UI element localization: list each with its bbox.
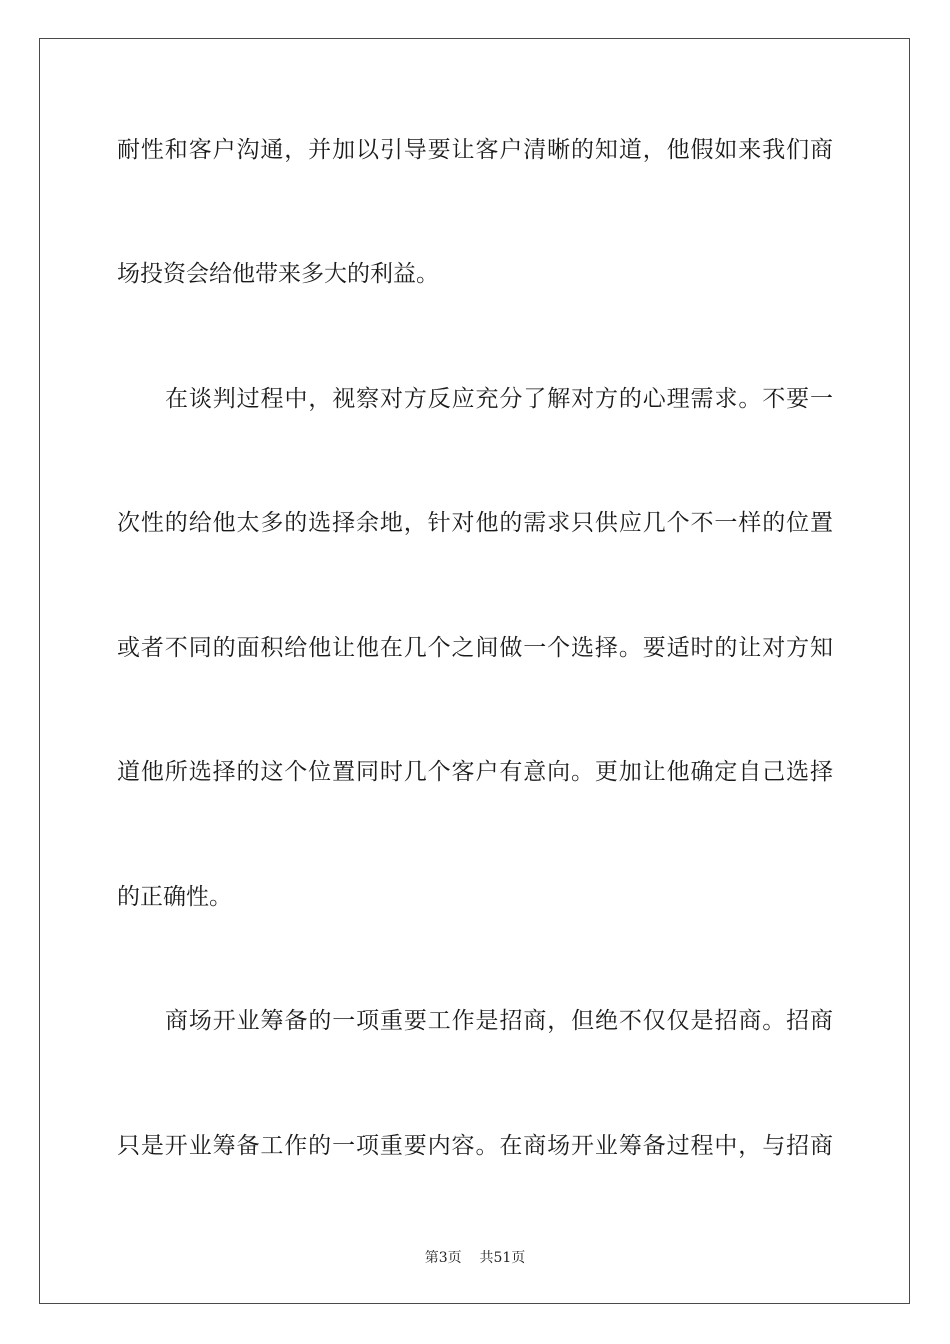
body-text-line-3: 在谈判过程中，视察对方反应充分了解对方的心理需求。不要一 (165, 386, 833, 412)
page-total: 共51页 (479, 1250, 526, 1266)
page-border (39, 38, 910, 1304)
body-text-line-7: 的正确性。 (117, 884, 232, 910)
page-number: 第3页 (424, 1250, 462, 1266)
page-footer (0, 1247, 950, 1267)
body-text-line-1: 耐性和客户沟通，并加以引导要让客户清晰的知道，他假如来我们商 (117, 137, 833, 163)
body-text-line-8: 商场开业筹备的一项重要工作是招商，但绝不仅仅是招商。招商 (165, 1008, 833, 1034)
body-text-line-2: 场投资会给他带来多大的利益。 (117, 261, 439, 287)
body-text-line-5: 或者不同的面积给他让他在几个之间做一个选择。要适时的让对方知 (117, 635, 833, 661)
body-text-line-4: 次性的给他太多的选择余地，针对他的需求只供应几个不一样的位置 (117, 510, 833, 536)
body-text-line-9: 只是开业筹备工作的一项重要内容。在商场开业筹备过程中，与招商 (117, 1133, 833, 1159)
body-text-line-6: 道他所选择的这个位置同时几个客户有意向。更加让他确定自己选择 (117, 759, 833, 785)
